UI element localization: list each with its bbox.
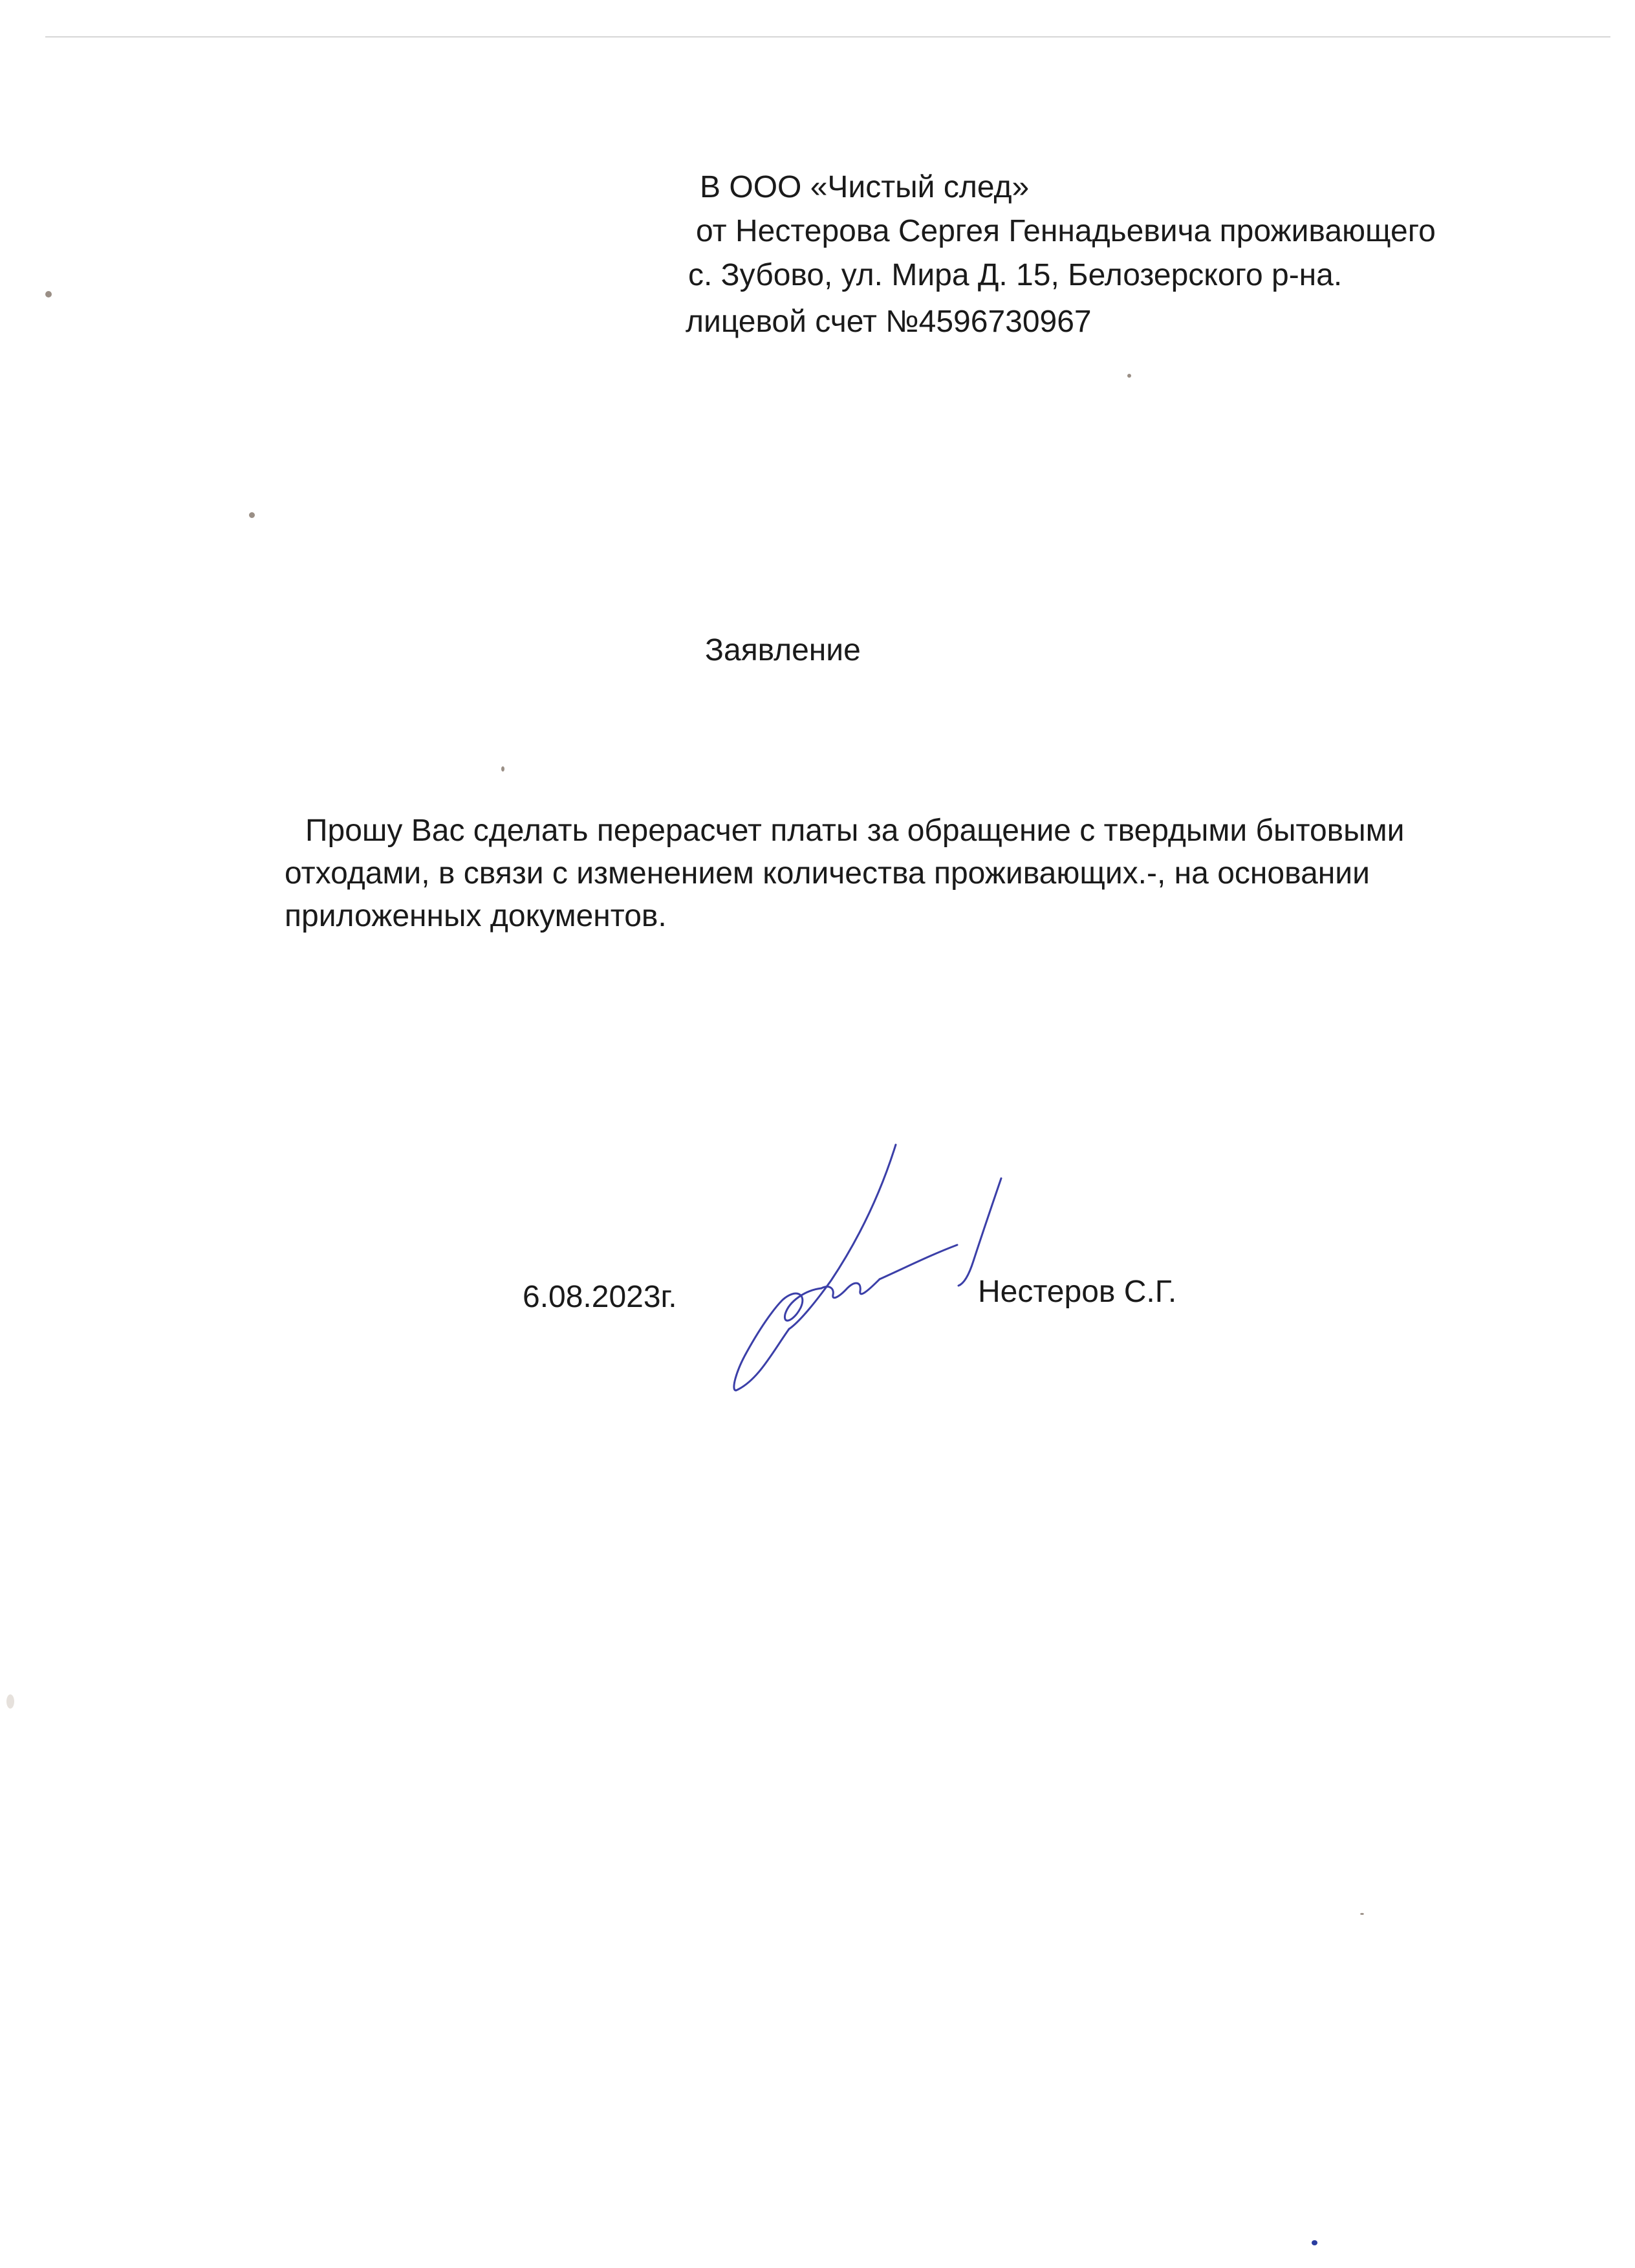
scan-speck (249, 512, 255, 518)
scan-speck (1127, 374, 1131, 378)
scan-speck (1360, 1913, 1364, 1915)
body-line: Прошу Вас сделать перерасчет платы за обращение с твердыми бытовыми (305, 814, 1405, 848)
signature-stroke (734, 1288, 821, 1390)
sender-name: от Нестерова Сергея Геннадьевича проживающего (696, 214, 1436, 248)
handwritten-signature (718, 1138, 1015, 1397)
body-line: отходами, в связи с изменением количества проживающих.-, на основании (285, 856, 1370, 891)
request-body (285, 810, 1539, 938)
signer-name: Нестеров С.Г. (978, 1275, 1177, 1309)
addressee-organization: В ООО «Чистый след» (700, 170, 1030, 204)
signature-date: 6.08.2023г. (523, 1280, 677, 1314)
scan-page-edge (45, 36, 1610, 38)
addressee-block (686, 169, 1436, 340)
scan-speck (501, 766, 504, 772)
document-title: Заявление (705, 633, 861, 667)
signature-stroke (880, 1245, 957, 1279)
account-number: лицевой счет №4596730967 (686, 305, 1092, 339)
scan-speck (6, 1694, 14, 1709)
scan-speck (1312, 2240, 1317, 2245)
scan-speck (45, 291, 52, 297)
signature-stroke (958, 1178, 1001, 1286)
signature-stroke (789, 1145, 896, 1329)
body-line: приложенных документов. (285, 899, 667, 933)
sender-address: с. Зубово, ул. Мира Д. 15, Белозерского р-на. (688, 258, 1343, 292)
